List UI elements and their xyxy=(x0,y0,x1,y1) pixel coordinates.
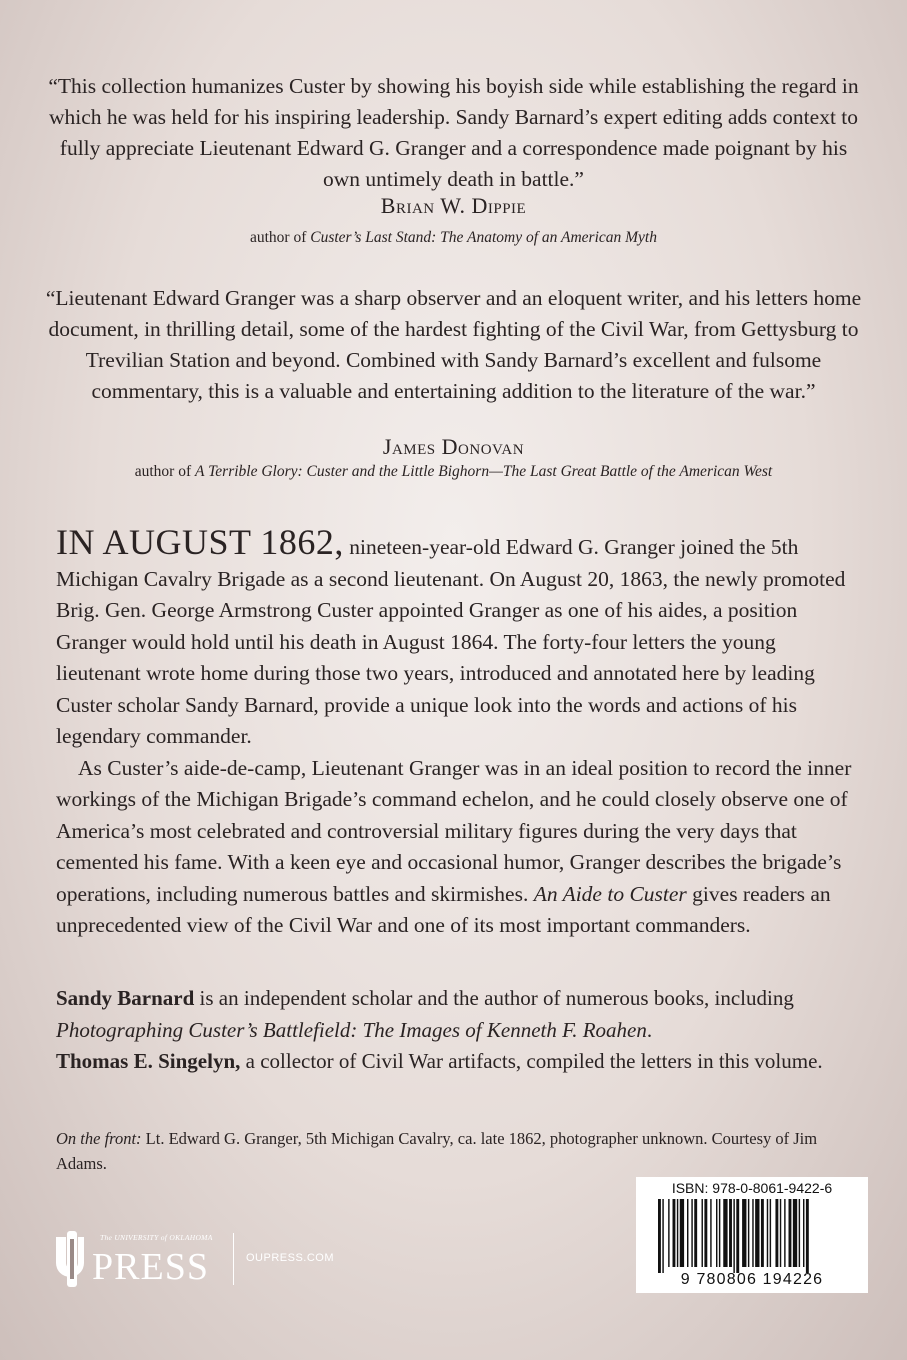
description-book-title: An Aide to Custer xyxy=(533,881,687,906)
isbn-barcode xyxy=(636,1177,868,1293)
source-title: A Terrible Glory: Custer and the Little Bighorn—The Last Great Battle of the American West xyxy=(195,463,773,480)
description-para2-text: As Custer’s aide-de-camp, Lieutenant Granger was in an ideal position to record the inner workings of the Michigan Brigade’s command echelon, and he could closely observe one of America’s most celebrated and controversial military figures during the very days that cemented his fame. With a keen eye and occasional humor, Granger describes the brigade’s operations, including numerous battles and skirmishes. xyxy=(56,755,852,906)
bio-text-end: . xyxy=(646,1017,653,1042)
quote-dippie: “This collection humanizes Custer by showing his boyish side while establishing the regard in which he was held for his inspiring leadership. Sandy Barnard’s expert editing adds context to fully appreciate Lieutenant Edward G. Granger and a correspondence made poignant by his own untimely death in battle.” xyxy=(48,74,859,191)
publisher-logo xyxy=(50,1229,380,1289)
ou-monogram-icon xyxy=(50,1229,90,1289)
bio-book-title: Photographing Custer’s Battlefield: The Images of Kenneth F. Roahen xyxy=(56,1017,647,1042)
book-description xyxy=(56,522,856,942)
quote-dippie-source xyxy=(20,228,887,248)
publisher-press: PRESS xyxy=(92,1246,209,1288)
barcode-digits: 9 780806 194226 xyxy=(680,1271,824,1288)
bio-name-barnard: Sandy Barnard xyxy=(56,986,195,1010)
quote-donovan-source xyxy=(20,462,887,482)
author-bios xyxy=(56,983,856,1078)
source-prefix: author of xyxy=(249,229,311,246)
quote-dippie-author: Brian W. Dippie xyxy=(380,193,527,218)
description-paragraph-2 xyxy=(56,753,856,942)
description-para1-text: nineteen-year-old Edward G. Granger joined the 5th Michigan Cavalry Brigade as a second lieutenant. On August 20, 1863, the newly promoted Brig. Gen. George Armstrong Custer appointed Granger as one of his aides, a position Granger would hold until his death in August 1864. The forty-four letters the young lieutenant wrote home during those two years, introduced and annotated here by leading Custer scholar Sandy Barnard, provide a unique look into the words and actions of his legendary commander. xyxy=(56,535,846,748)
publisher-university: The UNIVERSITY of OKLAHOMA xyxy=(100,1233,213,1242)
quote-donovan-author: James Donovan xyxy=(382,434,525,459)
credit-text: Lt. Edward G. Granger, 5th Michigan Cavalry, ca. late 1862, photographer unknown. Courtesy of Jim Adams. xyxy=(56,1129,818,1173)
bio-text-singelyn: a collector of Civil War artifacts, compiled the letters in this volume. xyxy=(240,1049,823,1073)
bio-text-barnard: is an independent scholar and the author of numerous books, including xyxy=(194,986,794,1010)
description-paragraph-1 xyxy=(56,522,856,753)
source-prefix: author of xyxy=(134,463,196,480)
description-para2-end: gives readers an unprecedented view of the Civil War and one of its most important commanders. xyxy=(56,881,831,937)
cover-photo-credit xyxy=(56,1127,866,1176)
credit-label: On the front: xyxy=(56,1129,142,1148)
isbn-label: ISBN: 978-0-8061-9422-6 xyxy=(671,1180,833,1196)
description-lead: IN AUGUST 1862, xyxy=(56,522,344,562)
source-title: Custer’s Last Stand: The Anatomy of an American Myth xyxy=(310,229,657,246)
logo-divider xyxy=(233,1233,234,1285)
publisher-website: OUPRESS.COM xyxy=(246,1252,335,1264)
bio-name-singelyn: Thomas E. Singelyn, xyxy=(56,1049,241,1073)
quote-donovan: “Lieutenant Edward Granger was a sharp observer and an eloquent writer, and his letters home document, in thrilling detail, some of the hardest fighting of the Civil War, from Gettysburg to Trevilian Station and beyond. Combined with Sandy Barnard’s excellent and fulsome commentary, this is a valuable and entertaining addition to the literature of the war.” xyxy=(45,286,862,403)
